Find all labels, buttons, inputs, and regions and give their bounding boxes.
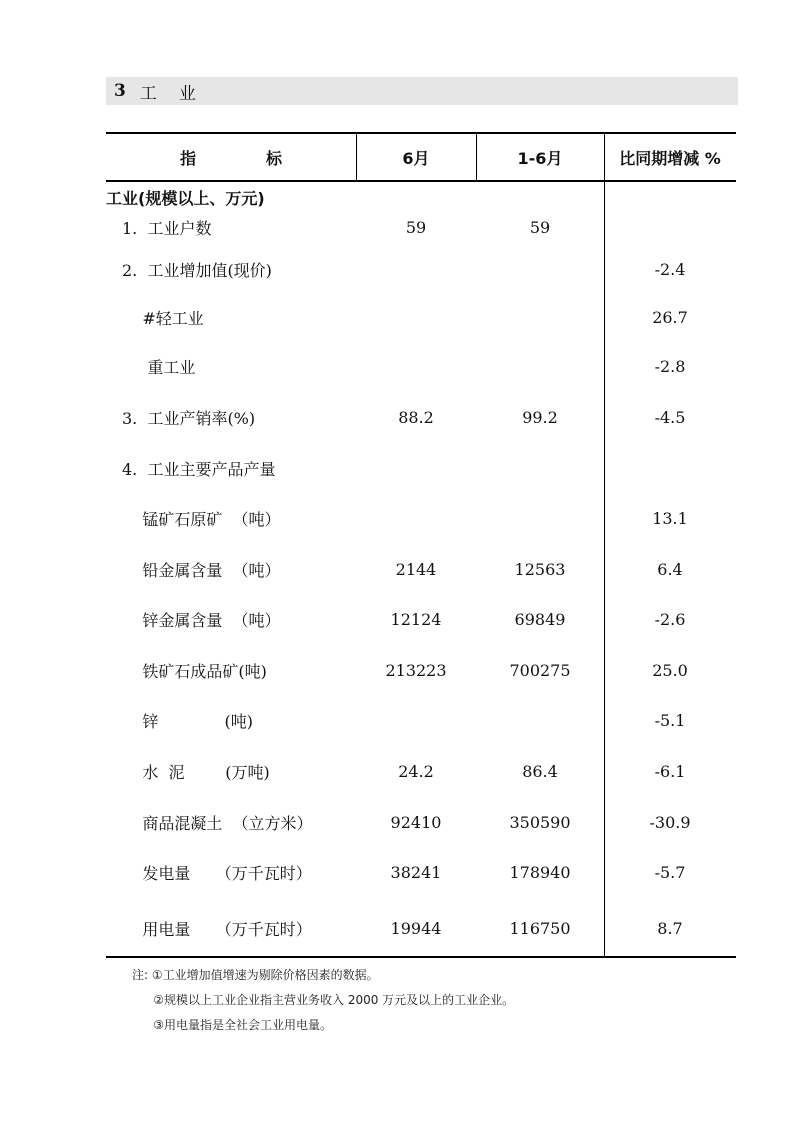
value-jan-jun: 99.2: [522, 407, 558, 427]
value-yoy-change: [604, 212, 736, 242]
row-label: 锌 (吨): [122, 711, 253, 731]
value-june: [356, 351, 476, 381]
value-yoy-change: 26.7: [652, 307, 688, 327]
row-label: #轻工业: [122, 308, 204, 328]
value-june: 24.2: [398, 761, 434, 781]
value-jan-jun: 700275: [509, 660, 571, 680]
section-title: 工业: [139, 83, 218, 104]
value-yoy-change: -6.1: [654, 761, 686, 781]
header-indicator-char-1: 指: [179, 148, 196, 168]
table-row: [106, 756, 736, 786]
value-jan-jun: 59: [529, 217, 551, 237]
value-june: 59: [405, 217, 427, 237]
value-june: 88.2: [398, 407, 434, 427]
value-june: 12124: [390, 609, 442, 629]
value-jan-jun: [476, 351, 604, 381]
table-row: [106, 554, 736, 584]
table-row: [106, 655, 736, 685]
value-jan-jun: [476, 453, 604, 483]
row-label: 商品混凝土 （立方米）: [122, 813, 313, 833]
footnotes: [132, 963, 515, 1038]
row-label: 2. 工业增加值(现价): [122, 260, 272, 280]
value-jan-jun: [476, 503, 604, 533]
table-row: [106, 254, 736, 284]
table-row: [106, 857, 736, 887]
row-label: 重工业: [122, 357, 196, 377]
table-bottom-rule: [106, 956, 736, 958]
header-indicator: [106, 134, 356, 180]
section-number: 3: [114, 81, 126, 101]
value-june: 38241: [390, 862, 442, 882]
header-ytd: 1-6月: [517, 148, 563, 168]
value-yoy-change: -30.9: [649, 812, 691, 832]
value-yoy-change: 8.7: [657, 918, 683, 938]
value-june: [356, 453, 476, 483]
row-label: 4. 工业主要产品产量: [122, 459, 276, 479]
table-row: [106, 212, 736, 242]
value-jan-jun: 350590: [509, 812, 571, 832]
row-label: 3. 工业产销率(%): [122, 408, 256, 428]
row-label: 用电量 （万千瓦时）: [122, 919, 312, 939]
table-row: [106, 705, 736, 735]
row-label: 1. 工业户数: [122, 218, 212, 238]
table-row: [106, 913, 736, 943]
header-yoy: 比同期增减 %: [619, 148, 721, 168]
row-label: 发电量 （万千瓦时）: [122, 863, 312, 883]
group-title: 工业(规模以上、万元): [106, 189, 265, 208]
value-yoy-change: -2.4: [654, 259, 686, 279]
table-row: [106, 302, 736, 332]
value-jan-jun: 86.4: [522, 761, 558, 781]
value-yoy-change: -2.6: [654, 609, 686, 629]
value-june: [356, 254, 476, 284]
value-june: 19944: [390, 918, 442, 938]
section-header: [106, 77, 738, 105]
table-row: [106, 402, 736, 432]
value-yoy-change: -5.7: [654, 862, 686, 882]
row-label: 锌金属含量 （吨）: [122, 610, 281, 630]
value-june: 2144: [395, 559, 437, 579]
row-label: 锰矿石原矿 （吨）: [122, 509, 281, 529]
row-label: 铅金属含量 （吨）: [122, 560, 281, 580]
value-june: [356, 705, 476, 735]
table-row: [106, 604, 736, 634]
table-row: [106, 453, 736, 483]
value-jan-jun: 116750: [509, 918, 571, 938]
value-yoy-change: -4.5: [654, 407, 686, 427]
table-row: [106, 351, 736, 381]
value-yoy-change: [604, 453, 736, 483]
value-june: [356, 302, 476, 332]
table-row: [106, 807, 736, 837]
table-header-rule: [106, 180, 736, 182]
value-jan-jun: 178940: [509, 862, 571, 882]
value-yoy-change: -5.1: [654, 710, 686, 730]
footnote: ②规模以上工业企业指主营业务收入 2000 万元及以上的工业企业。: [138, 993, 515, 1007]
value-yoy-change: -2.8: [654, 356, 686, 376]
value-jan-jun: [476, 302, 604, 332]
value-yoy-change: 25.0: [652, 660, 688, 680]
value-june: [356, 503, 476, 533]
footnote: 注: ①工业增加值增速为剔除价格因素的数据。: [132, 968, 379, 982]
value-june: 92410: [390, 812, 442, 832]
row-label: 铁矿石成品矿(吨): [122, 661, 267, 681]
footnote: ③用电量指是全社会工业用电量。: [138, 1018, 333, 1032]
header-indicator-char-2: 标: [266, 148, 283, 168]
table-row: [106, 503, 736, 533]
value-june: 213223: [385, 660, 447, 680]
value-yoy-change: 6.4: [657, 559, 683, 579]
value-jan-jun: 69849: [514, 609, 566, 629]
value-yoy-change: 13.1: [652, 508, 688, 528]
value-jan-jun: [476, 705, 604, 735]
header-month: 6月: [402, 148, 430, 168]
value-jan-jun: 12563: [514, 559, 566, 579]
value-jan-jun: [476, 254, 604, 284]
row-label: 水 泥 (万吨): [122, 762, 270, 782]
